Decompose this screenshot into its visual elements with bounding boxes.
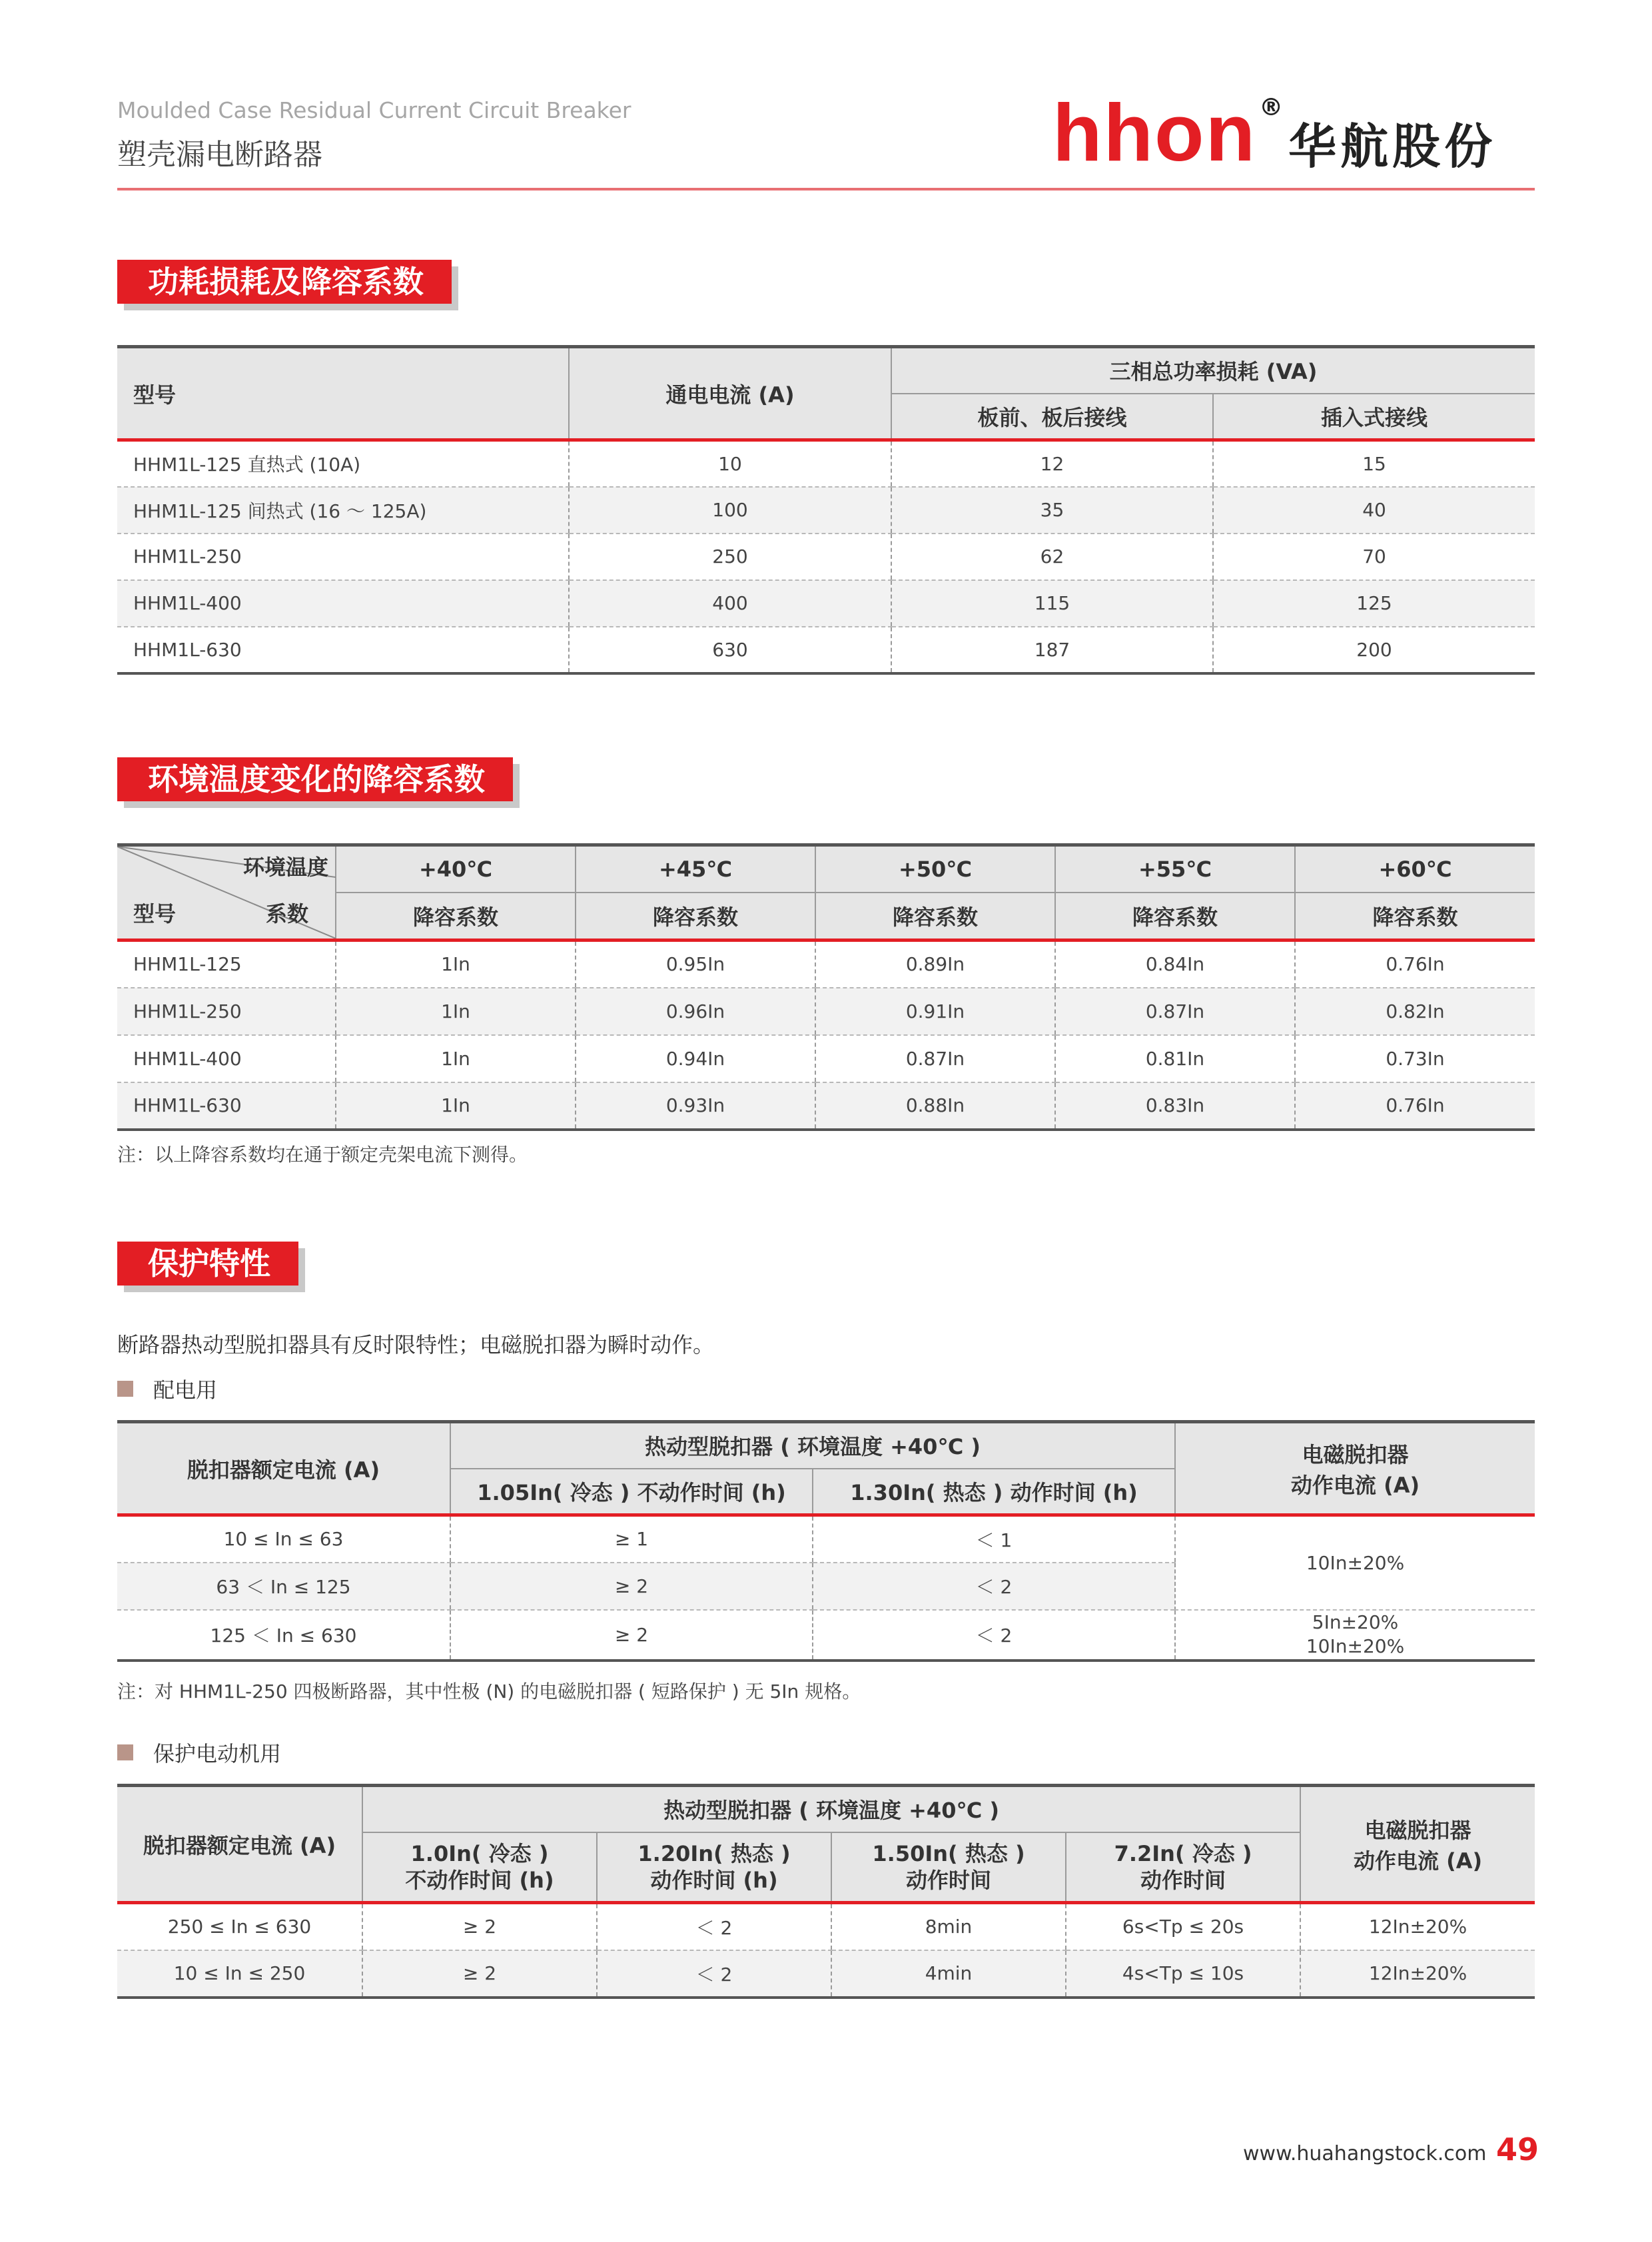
header-front-wiring: 板前、板后接线 [891, 394, 1213, 440]
cell-coef: 0.73In [1295, 1035, 1535, 1082]
cell-coef: 0.93In [576, 1082, 815, 1130]
logo-wordmark: hhon [1052, 87, 1257, 178]
cell-plugin: 200 [1213, 627, 1535, 673]
header-line1: 1.0In( 冷态 ) [410, 1840, 549, 1866]
cell-coef: 0.81In [1055, 1035, 1295, 1082]
cell-coef: 1In [336, 1082, 576, 1130]
header-temp-45: +45℃ [576, 845, 815, 893]
cell-model: HHM1L-125 间热式 (16 ～ 125A) [117, 487, 569, 534]
cell-model: HHM1L-250 [117, 534, 569, 580]
header-temp-60: +60℃ [1295, 845, 1535, 893]
cell-coef: 0.94In [576, 1035, 815, 1082]
corner-model: 型号 [133, 901, 177, 927]
header-coef: 降容系数 [336, 893, 576, 940]
header-line1: 1.20In( 热态 ) [637, 1840, 791, 1866]
distribution-note: 注：对 HHM1L-250 四极断路器，其中性极 (N) 的电磁脱扣器 ( 短路保护 ) 无 5In 规格。 [117, 1681, 861, 1702]
table-row [117, 988, 1535, 1035]
cell-magnetic: 12In±20% [1300, 1950, 1535, 1998]
header-magnetic-line2: 动作电流 (A) [1290, 1472, 1420, 1498]
cell-coef: 0.87In [1055, 988, 1295, 1035]
corner-env-temp: 环境温度 [242, 855, 328, 880]
header-1-20in [597, 1832, 831, 1903]
cell-model: HHM1L-125 直热式 (10A) [117, 440, 569, 487]
cell-value: 8min [831, 1903, 1066, 1950]
cell-coef: 0.84In [1055, 940, 1295, 988]
table-row [117, 940, 1535, 988]
header-magnetic-trip [1300, 1786, 1535, 1903]
table-row [117, 487, 1535, 534]
header-line1: 7.2In( 冷态 ) [1114, 1840, 1252, 1866]
cell-front: 12 [891, 440, 1213, 487]
cell-t130: ＜ 2 [813, 1610, 1175, 1661]
header-temp-55: +55℃ [1055, 845, 1295, 893]
header-temp-50: +50℃ [815, 845, 1055, 893]
cell-coef: 0.95In [576, 940, 815, 988]
table-row [117, 1903, 1535, 1950]
table-row [117, 1515, 1535, 1563]
cell-plugin: 70 [1213, 534, 1535, 580]
cell-value: ≥ 2 [362, 1950, 597, 1998]
table-row [117, 1082, 1535, 1130]
bullet-distribution [117, 1373, 217, 1404]
logo-company-name: 华航股份 [1288, 119, 1497, 175]
table-row [117, 534, 1535, 580]
header-power-loss: 三相总功率损耗 (VA) [891, 347, 1535, 394]
header-title-cn: 塑壳漏电断路器 [117, 138, 322, 172]
cell-plugin: 15 [1213, 440, 1535, 487]
header-model: 型号 [117, 347, 569, 440]
header-line2: 动作时间 [1140, 1867, 1226, 1893]
cell-value: 4min [831, 1950, 1066, 1998]
cell-front: 35 [891, 487, 1213, 534]
header-temp-40: +40℃ [336, 845, 576, 893]
header-coef: 降容系数 [1295, 893, 1535, 940]
header-subtitle-en: Moulded Case Residual Current Circuit Breaker [117, 97, 631, 123]
cell-coef: 0.76In [1295, 940, 1535, 988]
cell-model: HHM1L-400 [117, 1035, 336, 1082]
cell-range: 10 ≤ In ≤ 250 [117, 1950, 362, 1998]
cell-plugin: 40 [1213, 487, 1535, 534]
cell-coef: 1In [336, 1035, 576, 1082]
cell-model: HHM1L-250 [117, 988, 336, 1035]
cell-current: 630 [569, 627, 891, 673]
header-coef: 降容系数 [576, 893, 815, 940]
page-number: 49 [1496, 2131, 1539, 2167]
cell-range: 250 ≤ In ≤ 630 [117, 1903, 362, 1950]
cell-current: 250 [569, 534, 891, 580]
cell-coef: 1In [336, 940, 576, 988]
header-current: 通电电流 (A) [569, 347, 891, 440]
temp-derating-table [117, 843, 1535, 1131]
section-title-protection: 保护特性 [117, 1242, 298, 1286]
cell-range: 125 ＜ In ≤ 630 [117, 1610, 450, 1661]
cell-current: 100 [569, 487, 891, 534]
cell-magnetic-last [1175, 1610, 1535, 1661]
cell-magnetic-line2: 10In±20% [1306, 1635, 1405, 1657]
bullet-label: 配电用 [153, 1377, 218, 1403]
header-rated-current: 脱扣器额定电流 (A) [117, 1786, 362, 1903]
header-7-2in [1066, 1832, 1300, 1903]
cell-value: 4s<Tp ≤ 10s [1066, 1950, 1300, 1998]
header-thermal-trip: 热动型脱扣器 ( 环境温度 +40℃ ) [362, 1786, 1300, 1832]
cell-model: HHM1L-630 [117, 627, 569, 673]
cell-t105: ≥ 1 [450, 1515, 813, 1563]
cell-coef: 0.88In [815, 1082, 1055, 1130]
cell-value: ≥ 2 [362, 1903, 597, 1950]
cell-t130: ＜ 1 [813, 1515, 1175, 1563]
header-line1: 1.50In( 热态 ) [872, 1840, 1025, 1866]
protection-intro: 断路器热动型脱扣器具有反时限特性；电磁脱扣器为瞬时动作。 [117, 1332, 715, 1357]
header-line2: 不动作时间 (h) [405, 1867, 554, 1893]
header-magnetic-line1: 电磁脱扣器 [1302, 1441, 1409, 1467]
temp-derating-note: 注：以上降容系数均在通于额定壳架电流下测得。 [117, 1144, 528, 1166]
cell-magnetic: 12In±20% [1300, 1903, 1535, 1950]
table-row [117, 1610, 1535, 1661]
cell-model: HHM1L-400 [117, 580, 569, 627]
footer-url[interactable]: www.huahangstock.com [1243, 2142, 1487, 2165]
cell-plugin: 125 [1213, 580, 1535, 627]
header-magnetic-line2: 动作电流 (A) [1353, 1848, 1483, 1874]
header-rated-current: 脱扣器额定电流 (A) [117, 1422, 450, 1515]
motor-protection-table [117, 1784, 1535, 1999]
cell-front: 115 [891, 580, 1213, 627]
bullet-square-icon [117, 1744, 133, 1760]
cell-coef: 0.76In [1295, 1082, 1535, 1130]
header-coef: 降容系数 [1055, 893, 1295, 940]
cell-magnetic-merged: 10In±20% [1175, 1515, 1535, 1610]
cell-coef: 0.96In [576, 988, 815, 1035]
cell-magnetic-line1: 5In±20% [1312, 1611, 1399, 1633]
header-1-0in [362, 1832, 597, 1903]
header-thermal-trip: 热动型脱扣器 ( 环境温度 +40℃ ) [450, 1422, 1175, 1469]
cell-range: 10 ≤ In ≤ 63 [117, 1515, 450, 1563]
header-130-trip: 1.30In( 热态 ) 动作时间 (h) [813, 1469, 1175, 1515]
cell-value: 6s<Tp ≤ 20s [1066, 1903, 1300, 1950]
cell-t130: ＜ 2 [813, 1563, 1175, 1610]
cell-current: 400 [569, 580, 891, 627]
cell-value: ＜ 2 [597, 1903, 831, 1950]
header-line2: 动作时间 [905, 1867, 991, 1893]
cell-coef: 0.82In [1295, 988, 1535, 1035]
bullet-motor [117, 1737, 281, 1768]
table-row [117, 1035, 1535, 1082]
brand-logo [1052, 87, 1497, 178]
corner-coef: 系数 [265, 901, 308, 927]
cell-coef: 0.89In [815, 940, 1055, 988]
section-title-temp-derating: 环境温度变化的降容系数 [117, 757, 513, 801]
header-magnetic-line1: 电磁脱扣器 [1364, 1817, 1471, 1843]
cell-coef: 0.91In [815, 988, 1055, 1035]
header-magnetic-trip [1175, 1422, 1535, 1515]
bullet-label: 保护电动机用 [153, 1741, 282, 1766]
table-row [117, 580, 1535, 627]
cell-range: 63 ＜ In ≤ 125 [117, 1563, 450, 1610]
header-105-no-trip: 1.05In( 冷态 ) 不动作时间 (h) [450, 1469, 813, 1515]
bullet-square-icon [117, 1381, 133, 1397]
cell-model: HHM1L-125 [117, 940, 336, 988]
cell-model: HHM1L-630 [117, 1082, 336, 1130]
header-line2: 动作时间 (h) [650, 1867, 778, 1893]
cell-coef: 0.83In [1055, 1082, 1295, 1130]
table-row [117, 627, 1535, 673]
cell-value: ＜ 2 [597, 1950, 831, 1998]
header-1-50in [831, 1832, 1066, 1903]
table-row [117, 1950, 1535, 1998]
power-loss-table [117, 345, 1535, 675]
cell-t105: ≥ 2 [450, 1610, 813, 1661]
cell-coef: 0.87In [815, 1035, 1055, 1082]
cell-coef: 1In [336, 988, 576, 1035]
cell-front: 187 [891, 627, 1213, 673]
cell-t105: ≥ 2 [450, 1563, 813, 1610]
cell-front: 62 [891, 534, 1213, 580]
header-divider [117, 188, 1535, 190]
diagonal-corner-cell [117, 845, 336, 940]
distribution-protection-table [117, 1420, 1535, 1662]
logo-registered-mark: ® [1259, 94, 1284, 121]
header-plugin-wiring: 插入式接线 [1213, 394, 1535, 440]
table-row [117, 440, 1535, 487]
section-title-power-loss: 功耗损耗及降容系数 [117, 260, 452, 304]
cell-current: 10 [569, 440, 891, 487]
header-coef: 降容系数 [815, 893, 1055, 940]
